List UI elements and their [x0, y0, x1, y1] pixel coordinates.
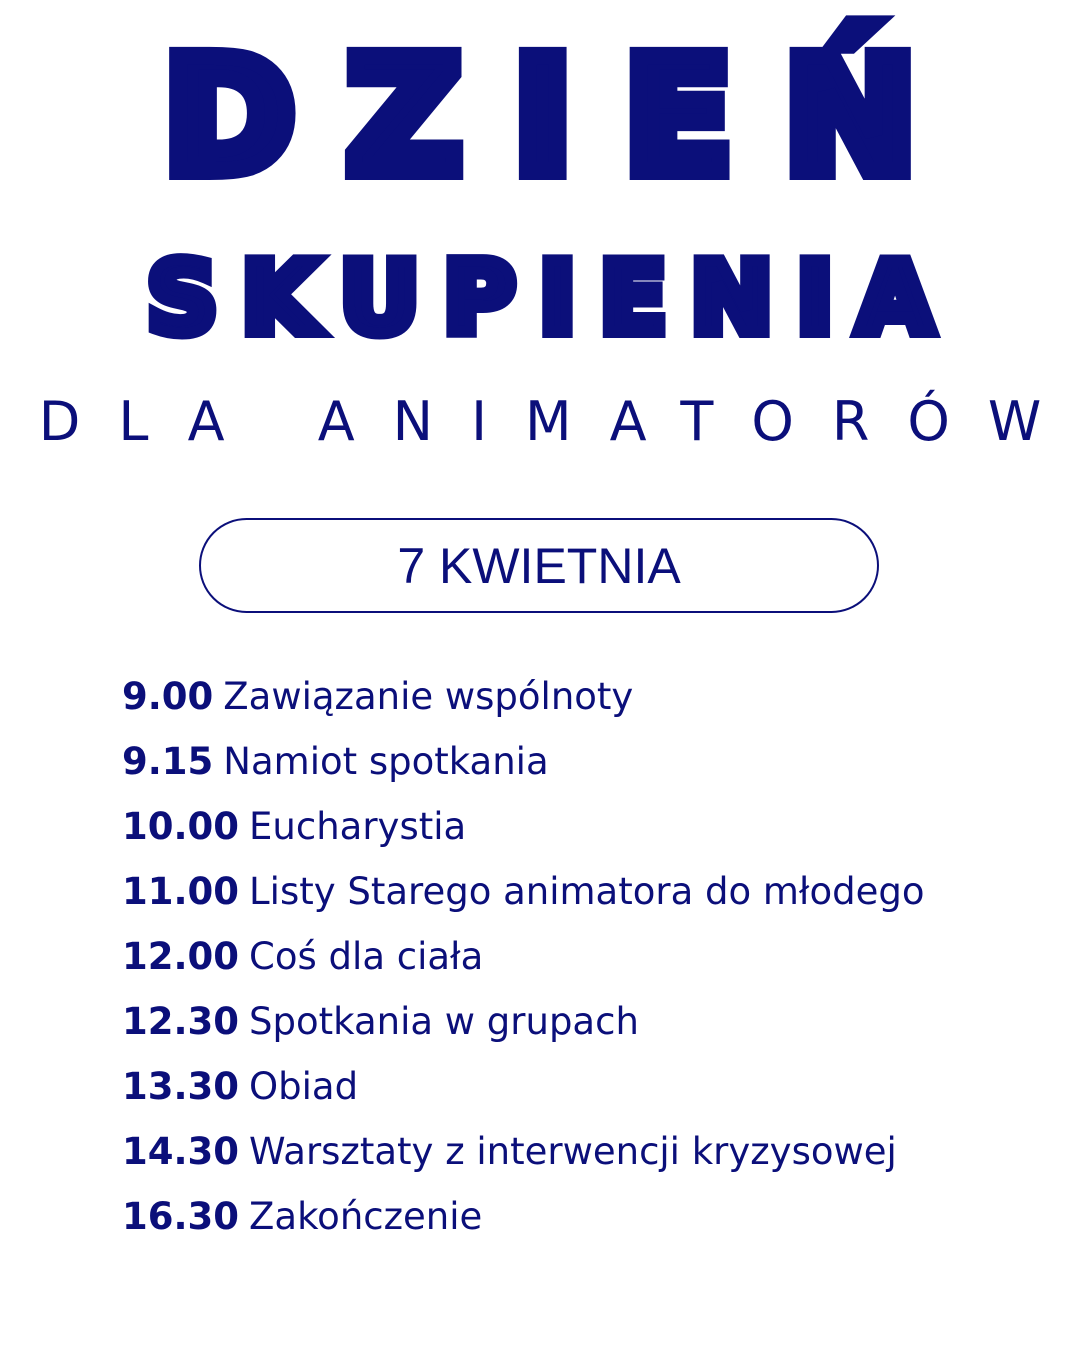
schedule-item: [122, 669, 1022, 734]
schedule-list: [122, 669, 1022, 1254]
schedule-time: 9.15: [122, 740, 214, 783]
schedule-item: [122, 799, 1022, 864]
schedule-time: 10.00: [122, 805, 240, 848]
subtitle: DLA ANIMATORÓW: [38, 390, 1080, 453]
schedule-item: [122, 1059, 1022, 1124]
date-label: 7 KWIETNIA: [397, 537, 681, 594]
schedule-activity: Warsztaty z interwencji kryzysowej: [249, 1130, 897, 1173]
schedule-time: 13.30: [122, 1065, 240, 1108]
schedule-activity: Coś dla ciała: [249, 935, 484, 978]
schedule-time: 9.00: [122, 675, 214, 718]
schedule-time: 14.30: [122, 1130, 240, 1173]
date-badge: [199, 518, 879, 613]
title-line-2: SKUPIENIA: [147, 242, 957, 356]
title-line-1: DZIEŃ: [163, 25, 969, 209]
schedule-activity: Listy Starego animatora do młodego: [249, 870, 925, 913]
schedule-activity: Zawiązanie wspólnoty: [223, 675, 634, 718]
schedule-item: [122, 864, 1022, 929]
schedule-item: [122, 994, 1022, 1059]
schedule-activity: Obiad: [249, 1065, 359, 1108]
schedule-time: 12.00: [122, 935, 240, 978]
schedule-item: [122, 1189, 1022, 1254]
schedule-time: 16.30: [122, 1195, 240, 1238]
schedule-activity: Eucharystia: [249, 805, 467, 848]
schedule-activity: Namiot spotkania: [223, 740, 549, 783]
schedule-time: 11.00: [122, 870, 240, 913]
schedule-activity: Zakończenie: [249, 1195, 483, 1238]
schedule-item: [122, 929, 1022, 994]
schedule-time: 12.30: [122, 1000, 240, 1043]
schedule-item: [122, 734, 1022, 799]
schedule-item: [122, 1124, 1022, 1189]
schedule-activity: Spotkania w grupach: [249, 1000, 639, 1043]
